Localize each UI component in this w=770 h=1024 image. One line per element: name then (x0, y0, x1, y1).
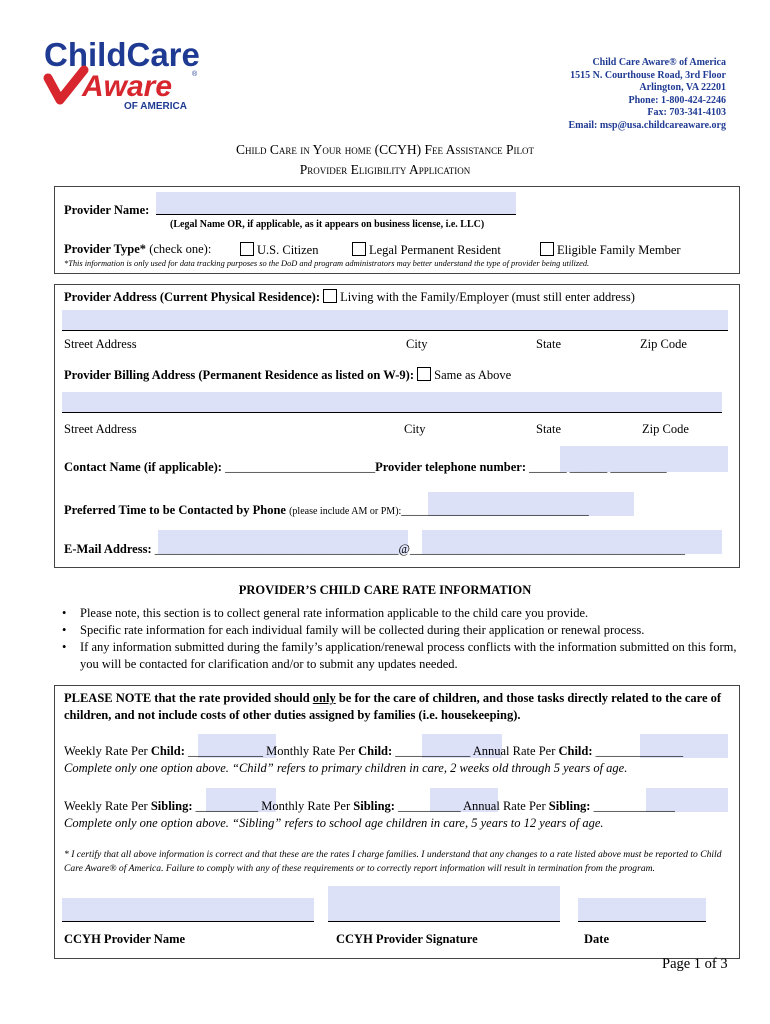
org-email: Email: msp@usa.childcareaware.org (568, 119, 726, 131)
signature-line (328, 921, 560, 922)
svg-text:Aware: Aware (82, 70, 173, 103)
page-number: Page 1 of 3 (662, 956, 728, 972)
provider-name-sign-field[interactable] (62, 898, 314, 922)
form-title: Child Care in Your home (CCYH) Fee Assistance Pilot (235, 142, 535, 157)
org-fax: Fax: 703-341-4103 (647, 107, 726, 119)
svg-text:®: ® (192, 71, 198, 78)
same-as-above-checkbox[interactable] (417, 367, 431, 381)
provider-signature-field[interactable] (328, 886, 560, 922)
living-with-family-checkbox[interactable] (323, 289, 337, 303)
provider-type-note: *This information is only used for data tracking purposes so the DoD and program administrators may better understand the type of provider being utilized. (64, 259, 590, 268)
zip-label: Zip Code (640, 337, 687, 351)
child-care-aware-logo (40, 26, 200, 114)
provider-phone-blank: ______ ______ _________ (529, 460, 667, 474)
list-item: • Please note, this section is to collect general rate information applicable to the child care you provide. (62, 605, 752, 622)
living-with-family-label: Living with the Family/Employer (must still enter address) (340, 290, 635, 304)
provider-name-field[interactable] (156, 192, 516, 215)
org-address-line1: 1515 N. Courthouse Road, 3rd Floor (570, 69, 726, 81)
date-caption: Date (584, 932, 609, 946)
email-row: E-Mail Address: _______________________________________@____________________________________________ (64, 542, 686, 556)
contact-row: Contact Name (if applicable): ________________________Provider telephone number: ______ ______ _________ (64, 460, 667, 474)
billing-zip-label: Zip Code (642, 422, 689, 436)
provider-name-line (62, 921, 314, 922)
provider-name-label: Provider Name: (64, 203, 150, 217)
provider-name-caption: CCYH Provider Name (64, 932, 186, 946)
provider-address-row: Provider Address (Current Physical Residence): Living with the Family/Employer (must still enter address) (64, 290, 635, 304)
rates-note: PLEASE NOTE that the rate provided should only be for the care of children, and those tasks directly related to the care of children, and not include costs of other duties assigned by families (i.e. housekeeping). (64, 691, 722, 722)
permanent-resident-option[interactable]: Legal Permanent Resident (352, 242, 501, 258)
form-subtitle: Provider Eligibility Application (299, 162, 471, 177)
permanent-resident-checkbox[interactable] (352, 242, 366, 256)
sibling-rate-row: Weekly Rate Per Sibling: __________ Monthly Rate Per Sibling: __________ Annual Rate Per Sibling: _____________ (64, 799, 675, 813)
us-citizen-checkbox[interactable] (240, 242, 254, 256)
child-rate-note: Complete only one option above. “Child” refers to primary children in care, 2 weeks old through 5 years of age. (64, 761, 628, 775)
certification-text: * I certify that all above information is correct and that these are the rates I charge families. I understand that any changes to a rate listed above must be reported to Child Care Aware® of America. Failure to comply with any of these requirements or to correctly report information will result in termination from the program. (64, 849, 722, 874)
org-name: Child Care Aware® of America (592, 57, 726, 68)
signature-caption: CCYH Provider Signature (336, 932, 478, 946)
eligible-family-member-checkbox[interactable] (540, 242, 554, 256)
state-label: State (536, 337, 561, 351)
billing-street-label: Street Address (64, 422, 137, 436)
organization-address (568, 57, 726, 133)
billing-state-label: State (536, 422, 561, 436)
contact-name-field[interactable]: ________________________ (225, 460, 376, 474)
sibling-rate-note: Complete only one option above. “Sibling” refers to school age children in care, 5 years to 12 years of age. (64, 816, 604, 830)
rate-info-bullets (62, 605, 752, 673)
svg-text:ChildCare: ChildCare (44, 36, 200, 73)
billing-address-row: Provider Billing Address (Permanent Residence as listed on W-9): Same as Above (64, 368, 512, 382)
list-item: • Specific rate information for each individual family will be collected during their application or renewal process. (62, 622, 752, 639)
provider-name-hint: (Legal Name OR, if applicable, as it appears on business license, i.e. LLC) (170, 219, 485, 230)
date-field[interactable] (578, 898, 706, 922)
rate-info-heading: PROVIDER’S CHILD CARE RATE INFORMATION (238, 583, 532, 597)
org-phone: Phone: 1-800-424-2246 (628, 94, 726, 106)
date-line (578, 921, 706, 922)
same-as-above-label: Same as Above (434, 368, 512, 382)
preferred-time-row: Preferred Time to be Contacted by Phone (please include AM or PM):______________________________ (64, 503, 589, 517)
list-item: • If any information submitted during the family’s application/renewal process conflicts with the information submitted on this form, you will be contacted for clarification and/or to submit any updates needed. (62, 639, 752, 673)
child-rate-row: Weekly Rate Per Child: ____________ Monthly Rate Per Child: ____________ Annual Rate Per Child: ______________ (64, 744, 684, 758)
us-citizen-option[interactable]: U.S. Citizen (240, 242, 318, 258)
svg-text:OF AMERICA: OF AMERICA (124, 101, 187, 112)
billing-city-label: City (404, 422, 426, 436)
provider-type-label: Provider Type* (check one): (64, 242, 212, 256)
street-label: Street Address (64, 337, 137, 351)
billing-address-field[interactable] (62, 392, 722, 413)
eligible-family-member-option[interactable]: Eligible Family Member (540, 242, 681, 258)
org-address-line2: Arlington, VA 22201 (639, 82, 726, 94)
city-label: City (406, 337, 428, 351)
provider-address-field[interactable] (62, 310, 728, 331)
